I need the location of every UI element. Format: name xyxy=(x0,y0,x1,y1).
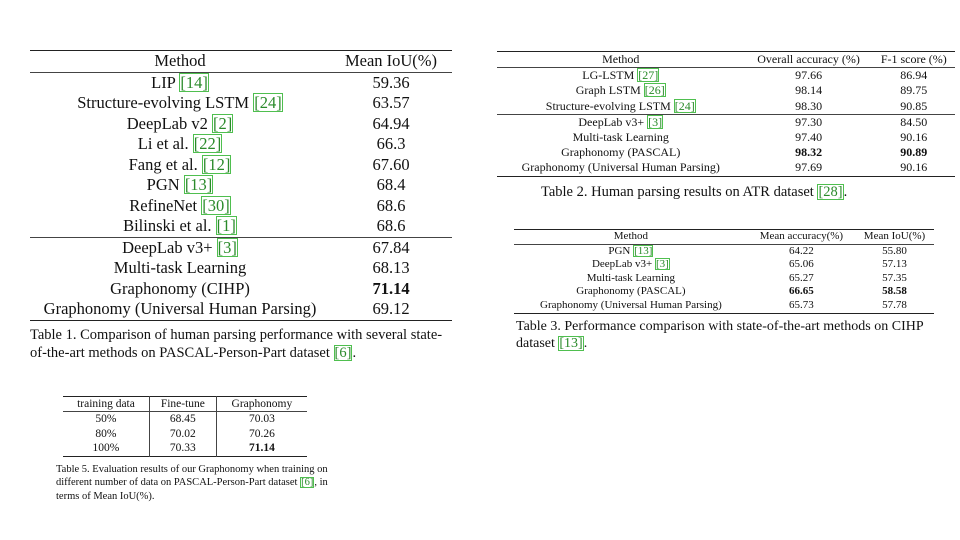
f1-score-cell: 90.16 xyxy=(900,130,928,145)
method-cell xyxy=(30,134,330,155)
method-cell xyxy=(514,244,748,258)
table-row xyxy=(497,83,955,98)
table-row xyxy=(497,130,955,145)
overall-accuracy-cell: 98.14 xyxy=(795,83,823,98)
method-cell xyxy=(30,299,330,320)
mean-iou-cell: 66.3 xyxy=(376,134,406,153)
table-row xyxy=(30,114,452,135)
table-row xyxy=(30,134,452,155)
table-2 xyxy=(497,51,955,177)
table-row xyxy=(514,285,934,299)
f1-score-cell: 90.16 xyxy=(900,160,928,175)
table-header-row xyxy=(497,52,955,68)
column-header-method: Method xyxy=(154,51,206,70)
overall-accuracy-cell: 97.30 xyxy=(795,114,823,129)
method-cell xyxy=(30,72,330,93)
citation-link[interactable]: [28] xyxy=(818,183,843,200)
table-5 xyxy=(63,396,307,457)
method-name: Graphonomy (Universal Human Parsing) xyxy=(43,299,317,318)
method-name: Multi-task Learning xyxy=(113,258,247,277)
table-2-panel xyxy=(497,51,955,201)
method-cell xyxy=(30,93,330,114)
citation-link[interactable]: [24] xyxy=(674,98,695,113)
citation-link[interactable]: [14] xyxy=(180,72,208,92)
mean-iou-cell: 67.84 xyxy=(372,237,410,257)
method-name: RefineNet xyxy=(129,195,202,215)
table-row xyxy=(30,216,452,237)
overall-accuracy-cell: 98.30 xyxy=(795,98,823,113)
caption-text-end: , in terms of Mean IoU(%). xyxy=(56,477,328,502)
method-cell xyxy=(497,145,745,160)
mean-iou-cell: 68.4 xyxy=(376,175,406,194)
method-cell xyxy=(30,114,330,135)
mean-iou-cell: 68.13 xyxy=(372,258,410,277)
f1-score-cell: 84.50 xyxy=(900,114,928,129)
mean-accuracy-cell: 65.06 xyxy=(789,258,814,271)
method-name: DeepLab v3+ xyxy=(578,114,648,129)
table-header-row xyxy=(514,230,934,245)
mean-iou-cell: 55.80 xyxy=(882,244,907,257)
citation-link[interactable]: [3] xyxy=(648,114,663,129)
table-row xyxy=(497,99,955,115)
overall-accuracy-cell: 98.32 xyxy=(795,145,823,160)
method-name: Bilinski et al. xyxy=(123,216,216,235)
citation-link[interactable]: [22] xyxy=(193,134,222,153)
method-name: Structure-evolving LSTM xyxy=(77,93,254,112)
method-cell xyxy=(497,160,745,176)
table-header-row xyxy=(63,397,307,412)
method-cell xyxy=(514,285,748,299)
method-name: PGN xyxy=(146,175,184,194)
table-row xyxy=(497,160,955,176)
mean-iou-cell: 64.94 xyxy=(372,113,410,133)
method-cell xyxy=(514,258,748,272)
table-row xyxy=(30,237,452,258)
method-name: Multi-task Learning xyxy=(586,271,676,284)
f1-score-cell: 90.85 xyxy=(900,98,928,113)
table-row xyxy=(30,72,452,93)
table-3-panel xyxy=(514,229,934,353)
table-1-caption xyxy=(30,326,452,362)
citation-link[interactable]: [3] xyxy=(217,237,237,257)
method-name: Graph LSTM xyxy=(575,83,644,98)
method-cell xyxy=(30,258,330,279)
training-data-cell: 100% xyxy=(63,441,149,456)
fine-tune-cell: 68.45 xyxy=(149,412,216,427)
table-row xyxy=(30,279,452,300)
table-row xyxy=(63,441,307,456)
table-row xyxy=(63,427,307,441)
mean-accuracy-cell: 65.73 xyxy=(789,298,814,311)
table-row xyxy=(497,68,955,84)
caption-text-end: . xyxy=(583,336,588,352)
method-name: Graphonomy (PASCAL) xyxy=(561,145,681,160)
mean-iou-cell: 57.35 xyxy=(882,271,907,284)
method-name: LG-LSTM xyxy=(582,68,638,83)
method-name: Li et al. xyxy=(137,134,193,153)
citation-link[interactable]: [6] xyxy=(301,477,314,489)
table-row xyxy=(30,196,452,217)
column-header-training-data: training data xyxy=(63,397,149,412)
method-cell xyxy=(30,279,330,300)
table-row xyxy=(514,299,934,313)
citation-link[interactable]: [13] xyxy=(634,244,653,257)
table-row xyxy=(30,299,452,320)
overall-accuracy-cell: 97.69 xyxy=(795,160,823,175)
table-row xyxy=(63,412,307,427)
f1-score-cell: 86.94 xyxy=(900,68,928,83)
citation-link[interactable]: [26] xyxy=(644,83,665,98)
fine-tune-cell: 70.33 xyxy=(149,441,216,456)
mean-iou-cell: 57.78 xyxy=(882,298,907,311)
citation-link[interactable]: [1] xyxy=(216,216,236,235)
method-name: Graphonomy (CIHP) xyxy=(110,278,250,298)
method-name: Structure-evolving LSTM xyxy=(545,98,674,113)
table-2-caption xyxy=(497,183,955,201)
graphonomy-cell: 70.26 xyxy=(248,427,275,440)
f1-score-cell: 90.89 xyxy=(900,145,928,160)
f1-score-cell: 89.75 xyxy=(900,83,928,98)
mean-iou-cell: 68.6 xyxy=(376,216,406,235)
mean-iou-cell: 71.14 xyxy=(372,278,410,298)
table-5-panel xyxy=(56,396,356,504)
method-name: PGN xyxy=(608,244,634,257)
method-cell xyxy=(497,68,745,84)
table-row xyxy=(514,244,934,258)
mean-iou-cell: 59.36 xyxy=(372,72,410,92)
mean-iou-cell: 63.57 xyxy=(372,93,410,112)
overall-accuracy-cell: 97.66 xyxy=(795,68,823,83)
graphonomy-cell: 70.03 xyxy=(248,413,275,426)
method-name: LIP xyxy=(151,72,180,92)
citation-link[interactable]: [12] xyxy=(202,154,231,174)
table-header-row xyxy=(30,51,452,73)
citation-link[interactable]: [2] xyxy=(212,113,233,133)
caption-text-end: . xyxy=(352,344,357,361)
table-row xyxy=(497,145,955,160)
table-1-panel xyxy=(30,50,452,362)
method-name: Fang et al. xyxy=(128,154,202,174)
method-cell xyxy=(497,130,745,145)
table-3 xyxy=(514,229,934,314)
method-cell xyxy=(497,114,745,130)
column-header-graphonomy: Graphonomy xyxy=(231,398,293,410)
citation-link[interactable]: [13] xyxy=(559,336,583,352)
table-row xyxy=(30,155,452,176)
method-cell xyxy=(30,196,330,217)
table-row xyxy=(514,272,934,286)
citation-link[interactable]: [13] xyxy=(184,175,213,194)
column-header-f1-score: F-1 score (%) xyxy=(880,52,947,66)
citation-link[interactable]: [3] xyxy=(655,258,669,271)
fine-tune-cell: 70.02 xyxy=(149,427,216,441)
caption-text: Table 2. Human parsing results on ATR dataset xyxy=(541,183,818,200)
column-header-mean-iou: Mean IoU(%) xyxy=(344,51,438,70)
mean-accuracy-cell: 66.65 xyxy=(789,285,814,298)
method-cell xyxy=(30,237,330,258)
method-cell xyxy=(514,272,748,286)
caption-text: Table 3. Performance comparison with state-of-the-art methods on CIHP dataset xyxy=(516,318,924,352)
method-cell xyxy=(497,83,745,98)
table-row xyxy=(514,258,934,272)
method-cell xyxy=(30,155,330,176)
method-name: DeepLab v2 xyxy=(126,113,212,133)
overall-accuracy-cell: 97.40 xyxy=(795,130,823,145)
training-data-cell: 80% xyxy=(63,427,149,441)
mean-iou-cell: 68.6 xyxy=(376,195,406,215)
citation-link[interactable]: [24] xyxy=(254,93,282,112)
table-3-caption xyxy=(514,318,934,353)
mean-iou-cell: 67.60 xyxy=(372,154,410,174)
table-1 xyxy=(30,50,452,321)
column-header-fine-tune: Fine-tune xyxy=(149,397,216,412)
training-data-cell: 50% xyxy=(63,412,149,427)
citation-link[interactable]: [27] xyxy=(638,68,659,83)
caption-text: Table 1. Comparison of human parsing performance with several state-of-the-art methods on PASCAL-Person-Part dataset xyxy=(30,326,443,361)
column-header-mean-iou: Mean IoU(%) xyxy=(863,230,926,242)
table-row xyxy=(30,93,452,114)
column-header-mean-accuracy: Mean accuracy(%) xyxy=(759,230,844,242)
mean-iou-cell: 58.58 xyxy=(882,285,907,298)
method-name: Graphonomy (PASCAL) xyxy=(576,285,686,298)
mean-accuracy-cell: 65.27 xyxy=(789,271,814,284)
mean-accuracy-cell: 64.22 xyxy=(789,244,814,257)
method-name: Graphonomy (Universal Human Parsing) xyxy=(540,298,722,311)
table-row xyxy=(30,258,452,279)
table-row xyxy=(497,114,955,130)
caption-text-end: . xyxy=(843,183,848,200)
citation-link[interactable]: [30] xyxy=(202,195,230,215)
mean-iou-cell: 57.13 xyxy=(882,258,907,271)
method-name: DeepLab v3+ xyxy=(122,237,217,257)
method-cell xyxy=(497,99,745,115)
column-header-method: Method xyxy=(602,52,640,66)
method-name: Graphonomy (Universal Human Parsing) xyxy=(521,160,720,175)
mean-iou-cell: 69.12 xyxy=(372,299,410,318)
method-name: DeepLab v3+ xyxy=(591,258,655,271)
method-name: Multi-task Learning xyxy=(572,130,669,145)
table-5-caption xyxy=(56,463,348,504)
table-row xyxy=(30,175,452,196)
graphonomy-cell: 71.14 xyxy=(248,442,275,455)
citation-link[interactable]: [6] xyxy=(334,344,352,361)
caption-text: Table 5. Evaluation results of our Graphonomy when training on different number of data on PASCAL-Person-Part dataset xyxy=(56,463,328,489)
method-cell xyxy=(514,299,748,313)
column-header-overall-accuracy: Overall accuracy (%) xyxy=(757,52,860,66)
column-header-method: Method xyxy=(613,230,649,242)
method-cell xyxy=(30,175,330,196)
method-cell xyxy=(30,216,330,237)
